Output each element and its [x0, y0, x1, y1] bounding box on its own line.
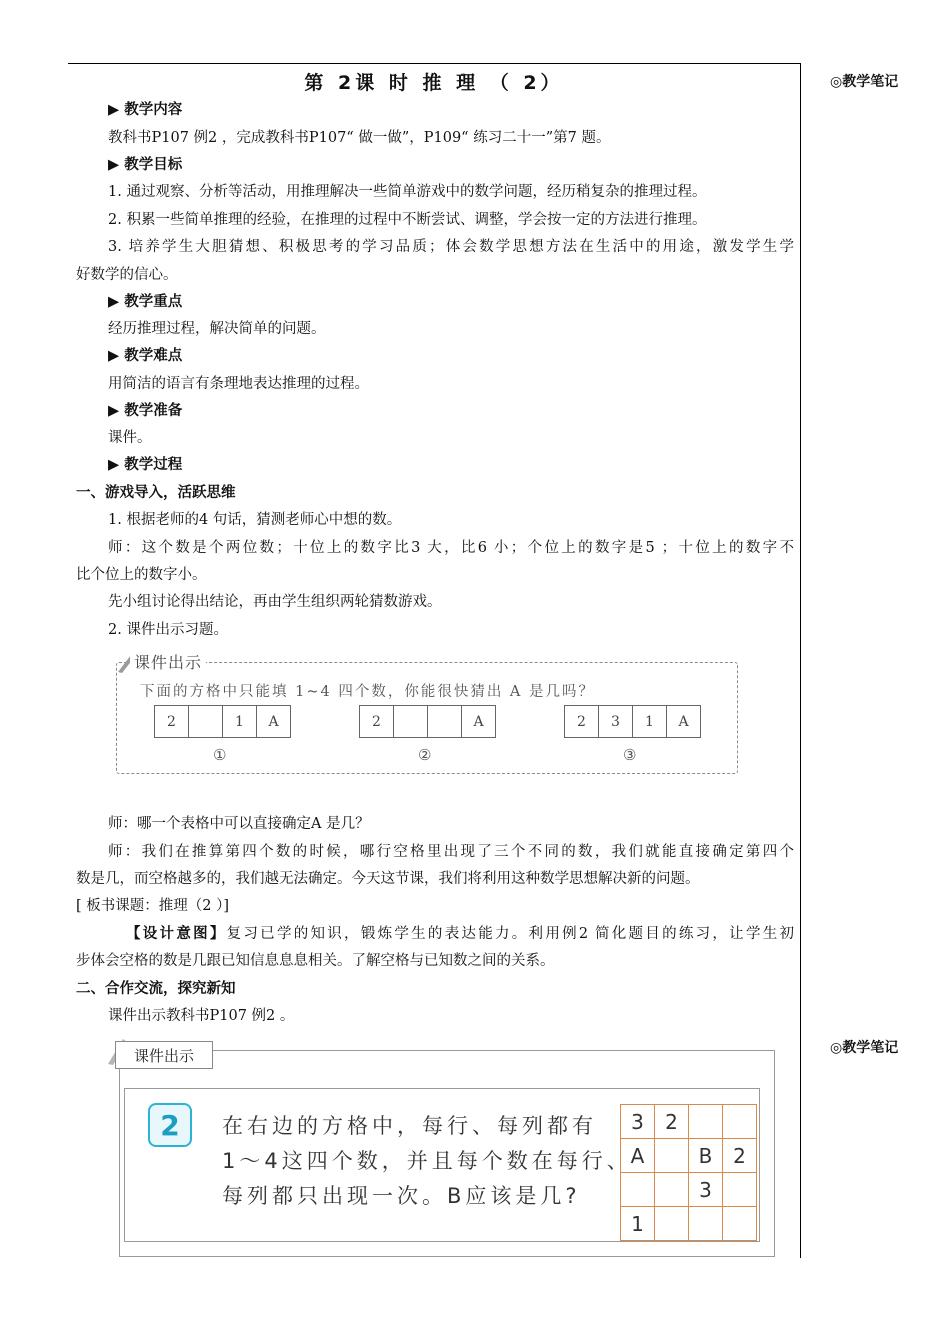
- goal-2: 2. 积累一些简单推理的经验，在推理的过程中不断尝试、调整，学会按一定的方法进行推理。: [108, 212, 707, 228]
- table-cell: 2: [360, 706, 394, 737]
- part-2-heading: 二、合作交流，探究新知: [76, 981, 236, 997]
- grid-cell: B: [689, 1139, 723, 1173]
- table-1-label: ①: [213, 746, 227, 764]
- table-cell: A: [268, 713, 279, 730]
- difficulty-text: 用简洁的语言有条理地表达推理的过程。: [108, 376, 369, 392]
- table-cell: [428, 706, 462, 737]
- example-number-badge: 2: [148, 1103, 192, 1147]
- preparation-text: 课件。: [108, 430, 152, 446]
- part-1-p2-line-2: 比个位上的数字小。: [76, 567, 207, 583]
- grid-cell: [689, 1207, 723, 1241]
- table-cell: [189, 706, 223, 737]
- design-intent-text: 复习已学的知识，锻炼学生的表达能力。利用例2 简化题目的练习，让学生初: [226, 926, 794, 942]
- puzzle-table-3: [564, 705, 701, 738]
- goal-3-line-2: 好数学的信心。: [76, 267, 178, 283]
- example-text-line-3: 每列都只出现一次。B应该是几?: [222, 1184, 581, 1208]
- goals-heading: ▶ 教学目标: [108, 157, 183, 173]
- table-cell: 2: [565, 706, 599, 737]
- board-title: [ 板书课题：推理（2 ）]: [76, 898, 230, 914]
- example-tag: 课件出示: [115, 1041, 213, 1069]
- design-intent-line-1: [126, 925, 794, 943]
- grid-cell: A: [621, 1139, 655, 1173]
- part-2-p1: 课件出示教科书P107 例2 。: [108, 1008, 295, 1024]
- difficulty-heading: ▶ 教学难点: [108, 348, 183, 364]
- grid-cell: 3: [621, 1105, 655, 1139]
- part-1-p1: 1. 根据老师的4 句话，猜测老师心中想的数。: [108, 512, 402, 528]
- table-2-label: ②: [418, 746, 432, 764]
- grid-cell: 2: [723, 1139, 757, 1173]
- sudoku-grid: [620, 1104, 757, 1241]
- part-1-heading: 一、游戏导入，活跃思维: [76, 485, 236, 501]
- notes-label-bottom: ◎教学笔记: [830, 1040, 899, 1056]
- right-rule: [800, 63, 801, 1258]
- grid-cell: [621, 1173, 655, 1207]
- exercise-tag: 课件出示: [130, 650, 206, 673]
- part-1-p3: 先小组讨论得出结论，再由学生组织两轮猜数游戏。: [108, 594, 442, 610]
- goal-3-line-1: 3. 培养学生大胆猜想、积极思考的学习品质；体会数学思想方法在生活中的用途，激发学生学: [108, 239, 794, 255]
- table-cell: 3: [599, 706, 633, 737]
- content-text: 教科书P107 例2 ，完成教科书P107“ 做一做”，P109“ 练习二十一”第7 题。: [108, 130, 611, 146]
- key-points-text: 经历推理过程，解决简单的问题。: [108, 321, 326, 337]
- grid-cell: 2: [655, 1105, 689, 1139]
- part-1-p4: 2. 课件出示习题。: [108, 622, 228, 638]
- puzzle-table-1: [154, 705, 291, 738]
- example-text-line-1: 在右边的方格中，每行、每列都有: [222, 1114, 597, 1138]
- table-cell: 1: [223, 706, 257, 737]
- table-cell: A: [473, 713, 484, 730]
- preparation-heading: ▶ 教学准备: [108, 403, 183, 419]
- grid-cell: [723, 1105, 757, 1139]
- part-1-p2-line-1: 师：这个数是个两位数；十位上的数字比3 大，比6 小；个位上的数字是5 ；十位上的数字不: [108, 540, 794, 556]
- example-text-line-2: 1～4这四个数，并且每个数在每行、: [222, 1149, 632, 1173]
- table-cell: [394, 706, 428, 737]
- notes-label-top: ◎教学笔记: [830, 74, 899, 90]
- grid-cell: [655, 1139, 689, 1173]
- top-rule: [68, 63, 801, 64]
- grid-cell: [689, 1105, 723, 1139]
- puzzle-table-2: [359, 705, 496, 738]
- design-intent-label: 【设计意图】: [126, 925, 227, 942]
- grid-cell: [655, 1173, 689, 1207]
- teacher-question: 师：哪一个表格中可以直接确定A 是几？: [108, 816, 370, 832]
- goal-1: 1. 通过观察、分析等活动，用推理解决一些简单游戏中的数学问题，经历稍复杂的推理过程。: [108, 184, 707, 200]
- grid-cell: [723, 1173, 757, 1207]
- design-intent-line-2: 步体会空格的数是几跟已知信息息息相关。了解空格与已知数之间的关系。: [76, 953, 555, 969]
- content-heading: ▶ 教学内容: [108, 102, 183, 118]
- teacher-answer-line-2: 数是几，而空格越多的，我们越无法确定。今天这节课，我们将利用这种数学思想解决新的问题。: [76, 871, 700, 887]
- key-points-heading: ▶ 教学重点: [108, 294, 183, 310]
- page-title: 第 2课 时 推 理 （ 2）: [304, 72, 564, 94]
- grid-cell: 1: [621, 1207, 655, 1241]
- exercise-question: 下面的方格中只能填 1~4 四个数，你能很快猜出 A 是几吗？: [140, 684, 596, 700]
- grid-cell: 3: [689, 1173, 723, 1207]
- process-heading: ▶ 教学过程: [108, 457, 183, 473]
- teacher-answer-line-1: 师：我们在推算第四个数的时候，哪行空格里出现了三个不同的数，我们就能直接确定第四个: [108, 844, 794, 860]
- table-cell: A: [678, 713, 689, 730]
- grid-cell: [723, 1207, 757, 1241]
- table-cell: 1: [633, 706, 667, 737]
- grid-cell: [655, 1207, 689, 1241]
- table-3-label: ③: [623, 746, 637, 764]
- table-cell: 2: [155, 706, 189, 737]
